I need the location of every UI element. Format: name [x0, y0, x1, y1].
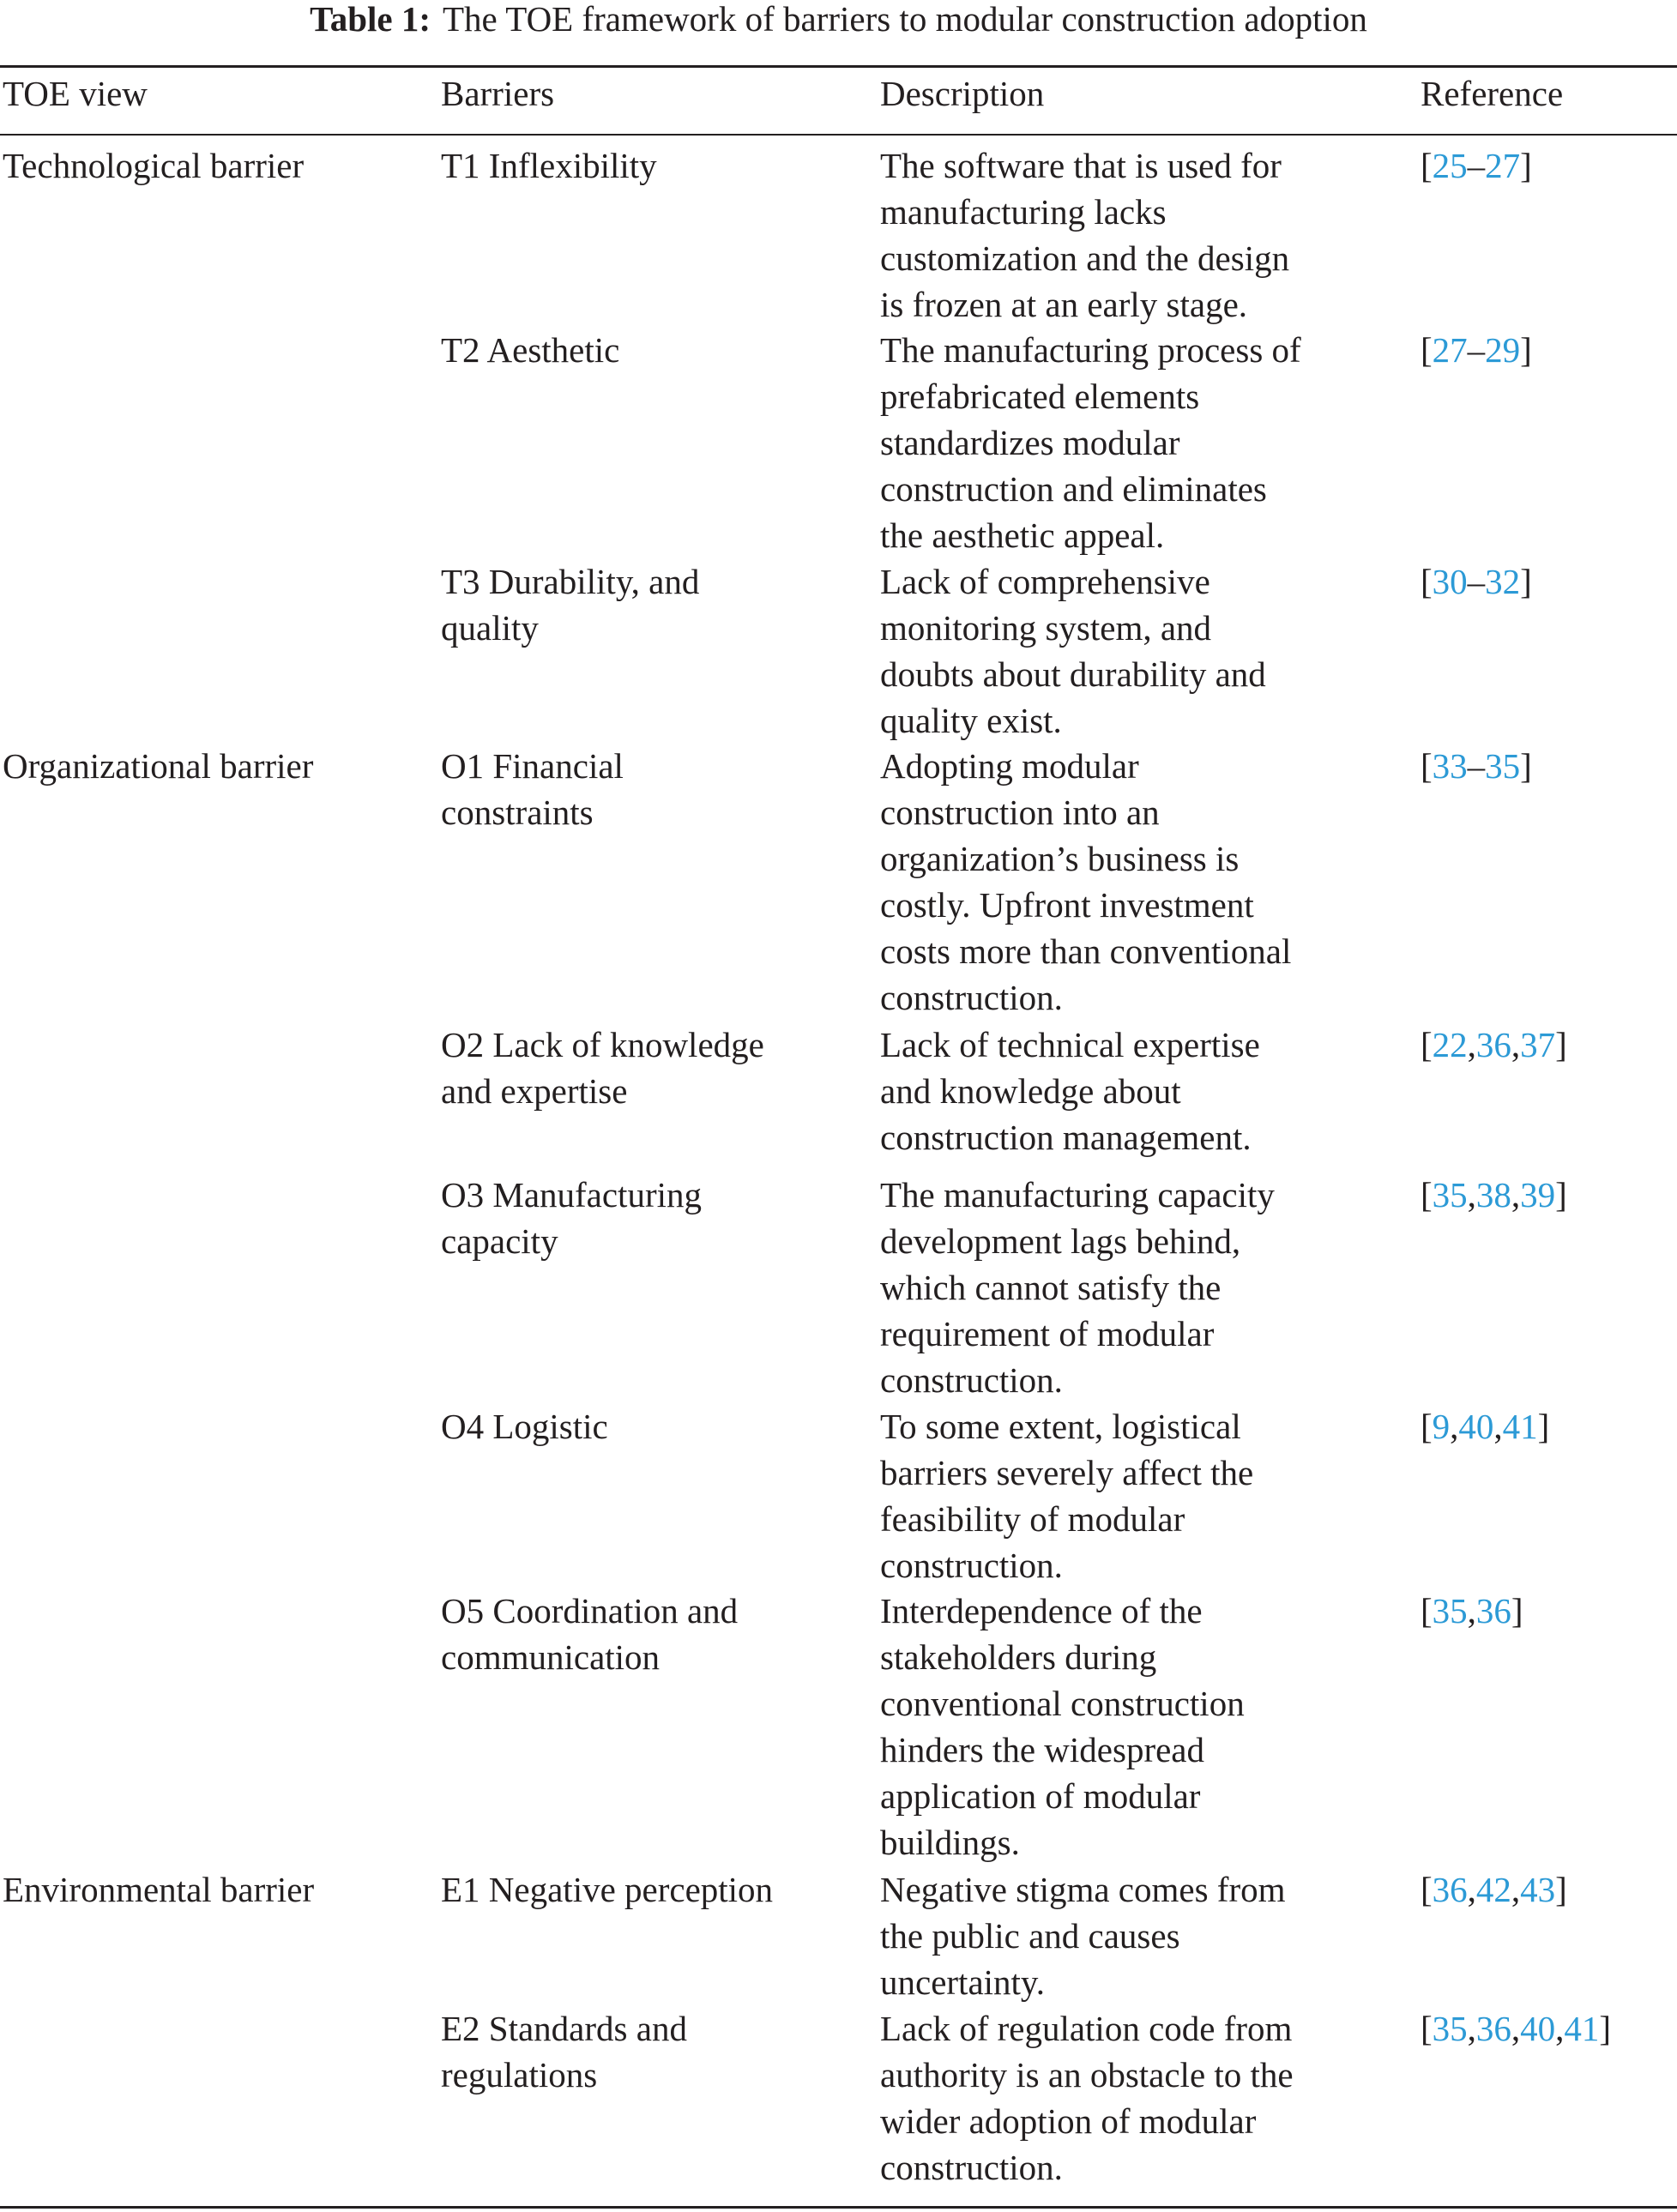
reference-cell: [22,36,37]: [1421, 1025, 1567, 1064]
barrier-cell-line: communication: [441, 1637, 661, 1677]
citation-link[interactable]: 33: [1432, 746, 1468, 786]
barrier-cell-line: E1 Negative perception: [441, 1870, 774, 1909]
description-cell: [880, 142, 1289, 328]
table-caption-label: Table 1:: [310, 0, 431, 39]
description-cell-line: costly. Upfront investment: [880, 885, 1254, 925]
description-cell: [880, 1588, 1245, 1865]
citation-link[interactable]: 36: [1475, 1025, 1511, 1064]
description-cell-line: Lack of comprehensive: [880, 562, 1210, 601]
header-description: Description: [880, 74, 1045, 113]
citation-link[interactable]: 29: [1485, 330, 1521, 370]
description-cell-line: Lack of regulation code from: [880, 2009, 1293, 2048]
barrier-cell-line: E2 Standards and: [441, 2009, 687, 2048]
description-cell-line: costs more than conventional: [880, 931, 1292, 971]
citation-link[interactable]: 36: [1475, 1591, 1511, 1630]
description-cell-line: hinders the widespread: [880, 1730, 1204, 1769]
description-cell-line: buildings.: [880, 1823, 1020, 1862]
description-cell-line: organization’s business is: [880, 839, 1240, 878]
description-cell: [880, 558, 1266, 744]
barrier-cell-line: O3 Manufacturing: [441, 1175, 702, 1214]
description-cell-line: authority is an obstacle to the: [880, 2055, 1294, 2094]
citation-link[interactable]: 35: [1432, 1591, 1468, 1630]
toe-view-label: Technological barrier: [3, 146, 305, 185]
barrier-cell: [441, 1588, 738, 1680]
citation-link[interactable]: 37: [1520, 1025, 1556, 1064]
barrier-cell-line: O1 Financial: [441, 746, 624, 786]
reference-cell: [30–32]: [1421, 562, 1532, 601]
barrier-cell-line: T3 Durability, and: [441, 562, 700, 601]
reference-cell: [35,36]: [1421, 1591, 1523, 1630]
citation-link[interactable]: 27: [1485, 146, 1521, 185]
description-cell-line: construction.: [880, 2148, 1063, 2187]
description-cell-line: Negative stigma comes from: [880, 1870, 1286, 1909]
table-header-rule: [0, 134, 1677, 136]
description-cell-line: customization and the design: [880, 238, 1290, 278]
description-cell-line: barriers severely affect the: [880, 1453, 1254, 1492]
description-cell-line: the public and causes: [880, 1916, 1180, 1956]
description-cell-line: The manufacturing process of: [880, 330, 1301, 370]
description-cell-line: construction into an: [880, 793, 1160, 832]
reference-cell: [9,40,41]: [1421, 1407, 1550, 1446]
barrier-cell-line: O4 Logistic: [441, 1407, 608, 1446]
description-cell: [880, 1022, 1260, 1160]
barrier-cell-line: T1 Inflexibility: [441, 146, 657, 185]
citation-link[interactable]: 41: [1502, 1407, 1538, 1446]
barrier-cell: [441, 327, 619, 373]
citation-link[interactable]: 25: [1432, 146, 1468, 185]
description-cell-line: requirement of modular: [880, 1314, 1215, 1353]
table-top-rule: [0, 65, 1677, 68]
description-cell-line: prefabricated elements: [880, 377, 1200, 416]
description-cell-line: construction management.: [880, 1118, 1252, 1157]
citation-link[interactable]: 40: [1520, 2009, 1556, 2048]
citation-link[interactable]: 38: [1475, 1175, 1511, 1214]
citation-link[interactable]: 42: [1475, 1870, 1511, 1909]
description-cell-line: the aesthetic appeal.: [880, 515, 1165, 555]
description-cell-line: standardizes modular: [880, 423, 1180, 462]
description-cell-line: construction.: [880, 1546, 1063, 1585]
citation-link[interactable]: 30: [1432, 562, 1468, 601]
description-cell-line: Lack of technical expertise: [880, 1025, 1260, 1064]
description-cell-line: The software that is used for: [880, 146, 1282, 185]
description-cell-line: conventional construction: [880, 1684, 1245, 1723]
barrier-cell: [441, 743, 624, 835]
description-cell-line: doubts about durability and: [880, 654, 1266, 694]
description-cell-line: feasibility of modular: [880, 1499, 1185, 1539]
description-cell-line: which cannot satisfy the: [880, 1268, 1222, 1307]
table-bottom-rule: [0, 2206, 1677, 2209]
description-cell-line: quality exist.: [880, 701, 1062, 740]
header-toe-view: TOE view: [3, 74, 148, 113]
description-cell: [880, 2005, 1294, 2191]
barrier-cell-line: T2 Aesthetic: [441, 330, 620, 370]
description-cell: [880, 1172, 1275, 1403]
barrier-cell-line: capacity: [441, 1221, 558, 1261]
description-cell-line: To some extent, logistical: [880, 1407, 1241, 1446]
reference-cell: [25–27]: [1421, 146, 1532, 185]
barrier-cell: [441, 2005, 687, 2098]
table-caption: [0, 0, 1677, 41]
barrier-cell: [441, 1172, 702, 1264]
description-cell: [880, 327, 1301, 558]
barrier-cell: [441, 142, 657, 189]
barrier-cell-line: O5 Coordination and: [441, 1591, 739, 1630]
description-cell-line: Adopting modular: [880, 746, 1139, 786]
description-cell: [880, 743, 1291, 1021]
barrier-cell: [441, 1022, 764, 1114]
description-cell-line: monitoring system, and: [880, 608, 1212, 648]
citation-link[interactable]: 22: [1432, 1025, 1468, 1064]
citation-link[interactable]: 36: [1475, 2009, 1511, 2048]
description-cell-line: construction.: [880, 978, 1063, 1017]
citation-link[interactable]: 9: [1432, 1407, 1451, 1446]
description-cell: [880, 1403, 1253, 1588]
description-cell-line: and knowledge about: [880, 1071, 1181, 1111]
reference-cell: [36,42,43]: [1421, 1870, 1567, 1909]
description-cell-line: is frozen at an early stage.: [880, 285, 1248, 324]
barrier-cell-line: constraints: [441, 793, 594, 832]
description-cell-line: construction and eliminates: [880, 469, 1267, 509]
citation-link[interactable]: 40: [1458, 1407, 1494, 1446]
citation-link[interactable]: 41: [1564, 2009, 1600, 2048]
reference-cell: [27–29]: [1421, 330, 1532, 370]
reference-cell: [35,36,40,41]: [1421, 2009, 1612, 2048]
barrier-cell-line: quality: [441, 608, 539, 648]
barrier-cell-line: and expertise: [441, 1071, 628, 1111]
barrier-cell-line: O2 Lack of knowledge: [441, 1025, 764, 1064]
header-barriers: Barriers: [441, 74, 555, 113]
citation-link[interactable]: 43: [1520, 1870, 1556, 1909]
description-cell-line: application of modular: [880, 1776, 1201, 1816]
reference-cell: [35,38,39]: [1421, 1175, 1567, 1214]
description-cell-line: manufacturing lacks: [880, 192, 1167, 232]
description-cell-line: construction.: [880, 1360, 1063, 1400]
citation-link[interactable]: 35: [1432, 2009, 1468, 2048]
citation-link[interactable]: 35: [1485, 746, 1521, 786]
description-cell-line: wider adoption of modular: [880, 2101, 1257, 2141]
description-cell-line: Interdependence of the: [880, 1591, 1203, 1630]
header-reference: Reference: [1421, 74, 1564, 113]
toe-view-label: Organizational barrier: [3, 746, 314, 786]
barrier-cell: [441, 558, 699, 651]
toe-view-label: Environmental barrier: [3, 1870, 315, 1909]
citation-link[interactable]: 27: [1432, 330, 1468, 370]
citation-link[interactable]: 32: [1485, 562, 1521, 601]
description-cell-line: The manufacturing capacity: [880, 1175, 1275, 1214]
description-cell: [880, 1866, 1286, 2005]
description-cell-line: uncertainty.: [880, 1962, 1046, 2002]
reference-cell: [33–35]: [1421, 746, 1532, 786]
barrier-cell-line: regulations: [441, 2055, 598, 2094]
description-cell-line: stakeholders during: [880, 1637, 1157, 1677]
citation-link[interactable]: 39: [1520, 1175, 1556, 1214]
citation-link[interactable]: 35: [1432, 1175, 1468, 1214]
table-caption-text: The TOE framework of barriers to modular construction adoption: [443, 0, 1367, 39]
citation-link[interactable]: 36: [1432, 1870, 1468, 1909]
description-cell-line: development lags behind,: [880, 1221, 1241, 1261]
barrier-cell: [441, 1866, 773, 1913]
barrier-cell: [441, 1403, 608, 1450]
